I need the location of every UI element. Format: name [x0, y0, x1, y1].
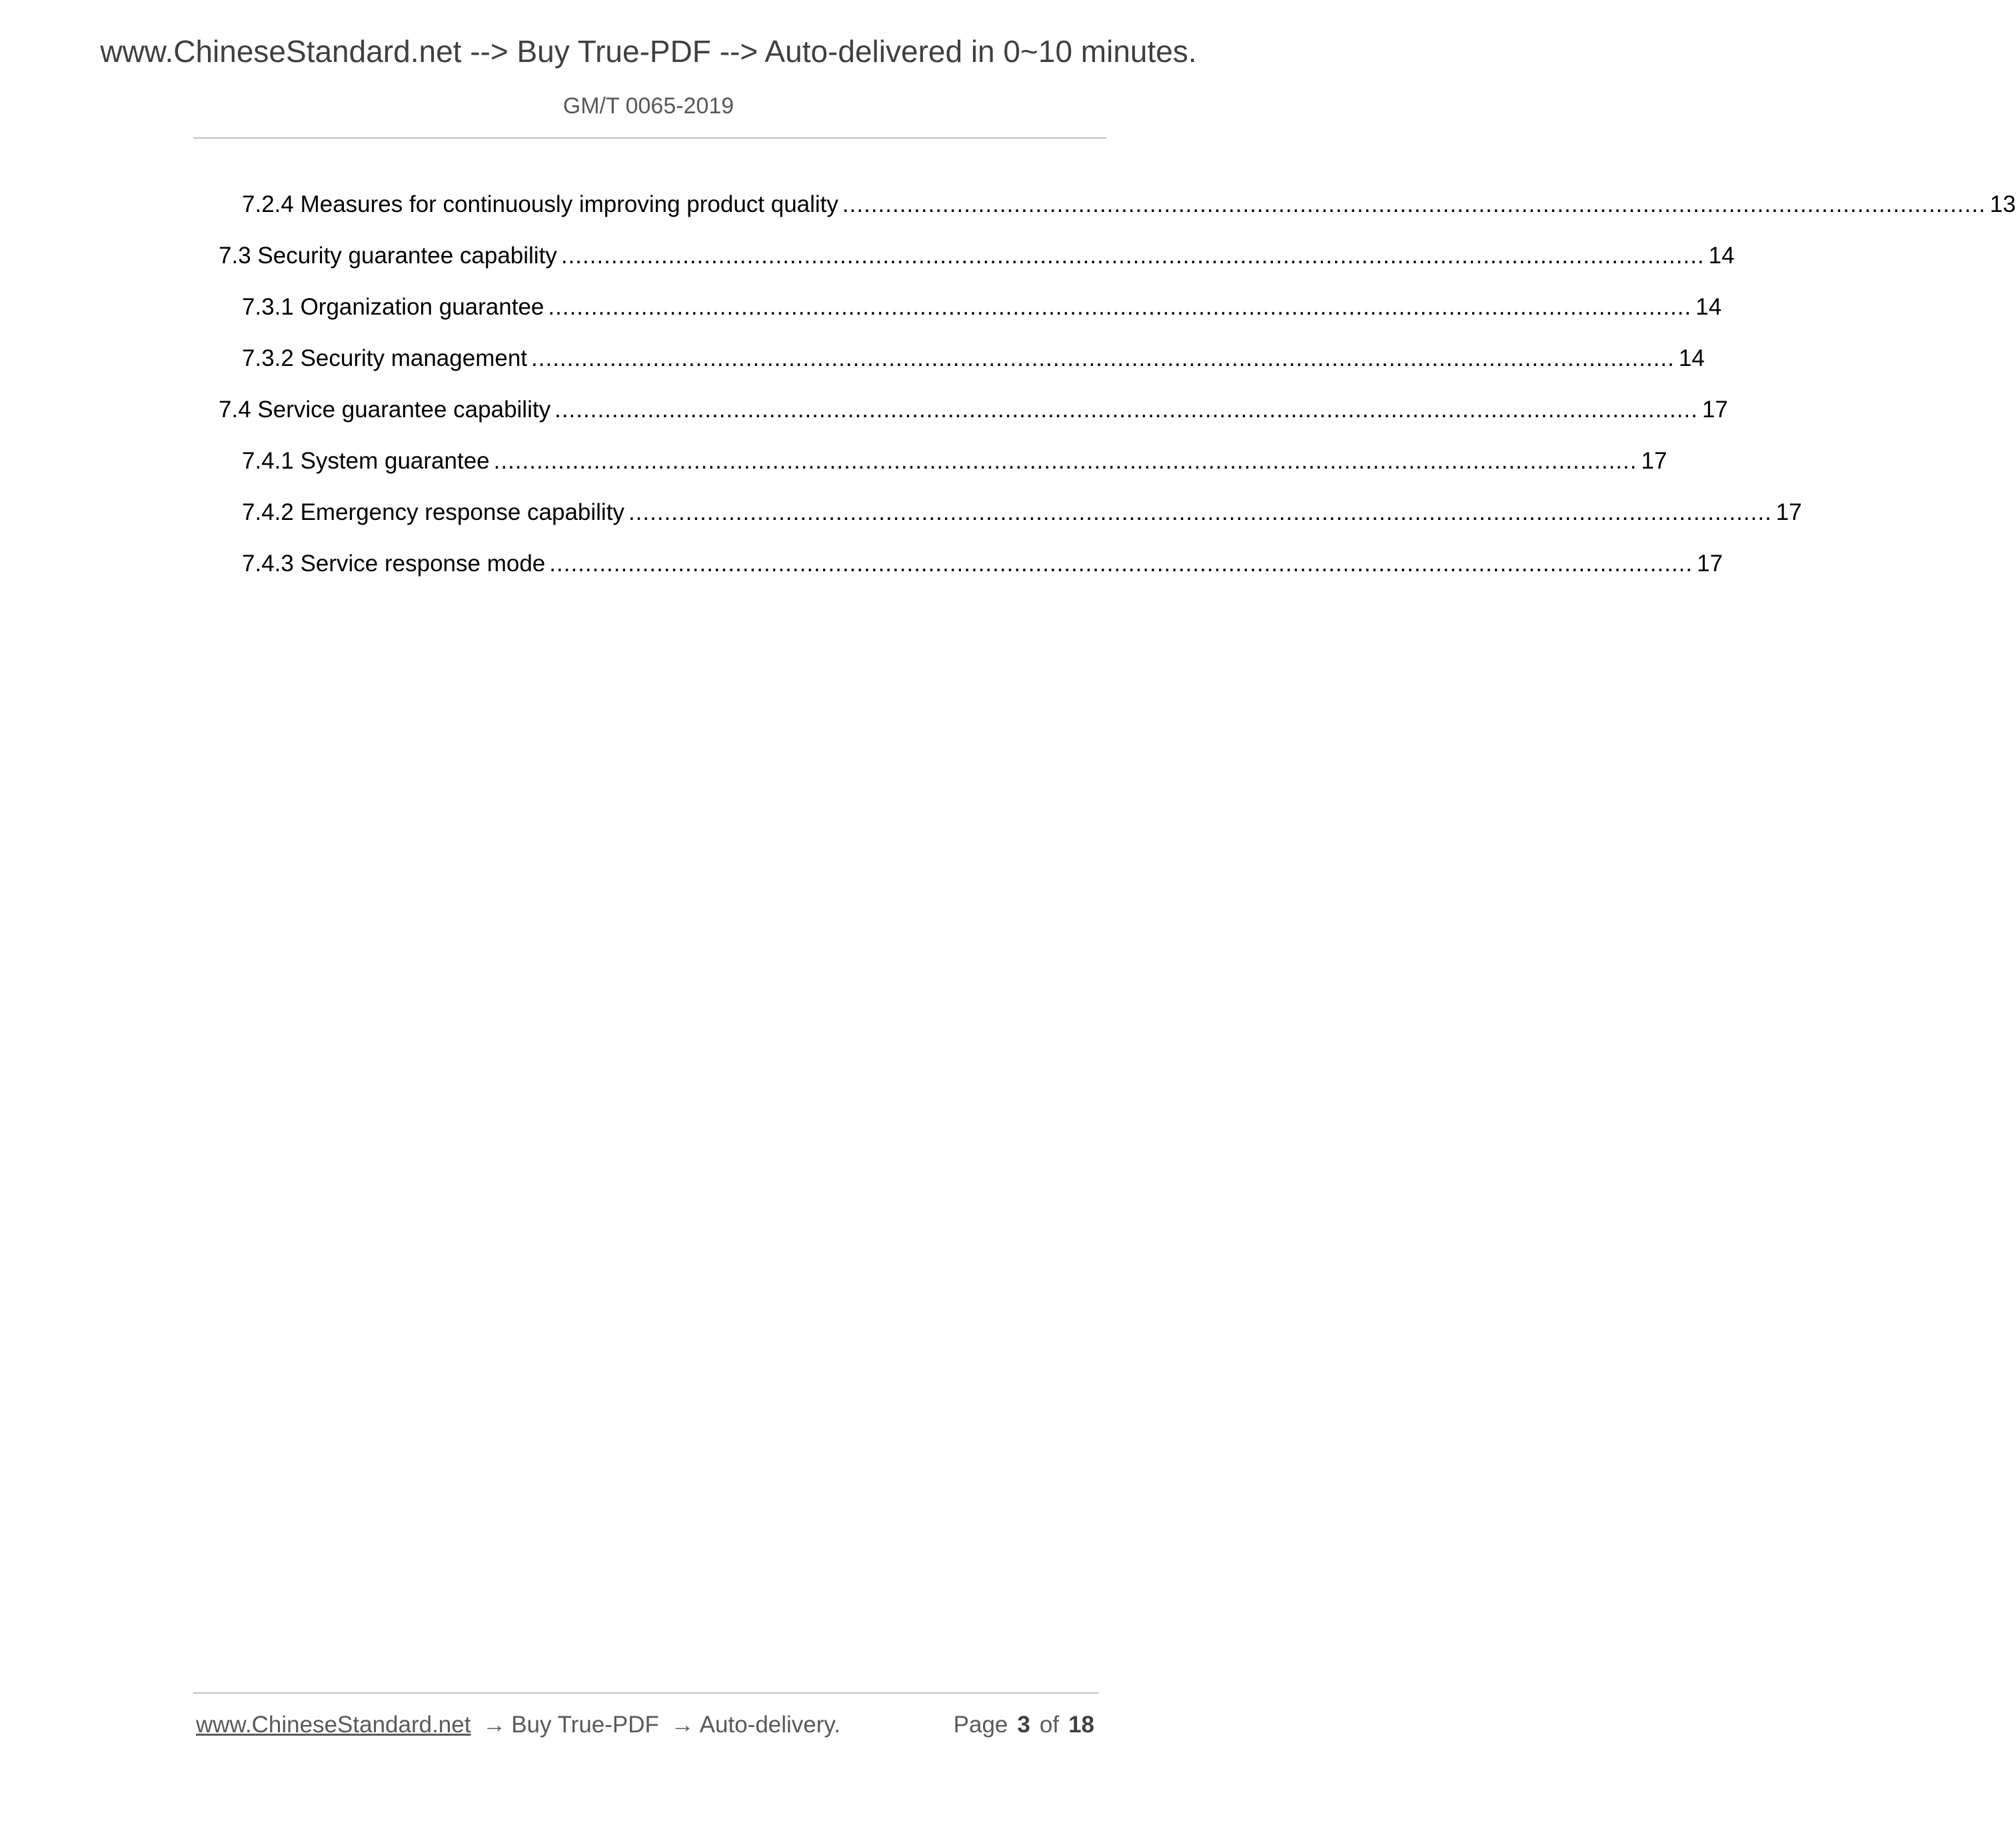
toc-entry-label: 7.3.1 Organization guarantee	[242, 294, 544, 320]
toc-leader-dots: ................................................................................................................................................................	[531, 345, 1675, 371]
toc-leader-dots: ................................................................................................................................................................	[628, 499, 1772, 525]
right-arrow-icon: →	[483, 1712, 506, 1738]
toc-entry-label: 7.4.3 Service response mode	[242, 551, 546, 577]
toc-leader-dots: ................................................................................................................................................................	[493, 448, 1637, 474]
of-word: of	[1039, 1712, 1060, 1738]
toc-entry[interactable]	[242, 497, 1802, 528]
toc-leader-dots: ................................................................................................................................................................	[560, 243, 1705, 269]
right-arrow-icon: →	[670, 1712, 694, 1738]
toc-entry-page: 17	[1641, 448, 1667, 474]
site-link[interactable]: www.ChineseStandard.net	[196, 1712, 471, 1738]
toc-entry-page: 17	[1775, 499, 1802, 525]
footer-links	[196, 1712, 840, 1738]
toc-entry-page: 17	[1701, 397, 1728, 423]
toc-entry[interactable]	[242, 549, 1723, 579]
toc-entry-label: 7.3 Security guarantee capability	[219, 243, 557, 269]
page-word: Page	[953, 1712, 1008, 1738]
top-banner: www.ChineseStandard.net --> Buy True-PDF --> Auto-delivered in 0~10 minutes.	[100, 34, 1197, 69]
toc-leader-dots: ................................................................................................................................................................	[549, 551, 1693, 577]
total-pages: 18	[1068, 1712, 1094, 1738]
header-divider	[193, 137, 1106, 139]
toc-entry-label: 7.2.4 Measures for continuously improving product quality	[242, 191, 838, 217]
toc-leader-dots: ................................................................................................................................................................	[554, 397, 1698, 423]
document-code: GM/T 0065-2019	[562, 93, 734, 119]
toc-entry-label: 7.4.2 Emergency response capability	[242, 499, 624, 525]
buy-true-pdf-text: Buy True-PDF	[511, 1712, 659, 1738]
page-number	[954, 1712, 1094, 1738]
toc-entry-page: 13	[1989, 191, 2016, 217]
toc-entry-page: 14	[1695, 294, 1722, 320]
toc-entry-label: 7.4.1 System guarantee	[242, 448, 490, 474]
current-page: 3	[1017, 1712, 1030, 1738]
toc-entry[interactable]	[242, 446, 1667, 477]
toc-entry[interactable]	[242, 292, 1722, 323]
toc-entry-label: 7.3.2 Security management	[242, 345, 528, 371]
toc-entry[interactable]	[219, 241, 1735, 271]
footer-divider	[193, 1692, 1098, 1694]
toc-leader-dots: ................................................................................................................................................................	[548, 294, 1692, 320]
toc-entry[interactable]	[219, 395, 1728, 425]
auto-delivery-text: Auto-delivery.	[699, 1712, 841, 1738]
toc-entry[interactable]	[242, 189, 2016, 220]
toc-entry-page: 17	[1697, 551, 1723, 577]
toc-entry-page: 14	[1708, 243, 1735, 269]
toc-entry[interactable]	[242, 343, 1705, 374]
toc-entry-label: 7.4 Service guarantee capability	[219, 397, 551, 423]
toc-entry-page: 14	[1678, 345, 1705, 371]
toc-leader-dots: ................................................................................................................................................................	[842, 191, 1986, 217]
